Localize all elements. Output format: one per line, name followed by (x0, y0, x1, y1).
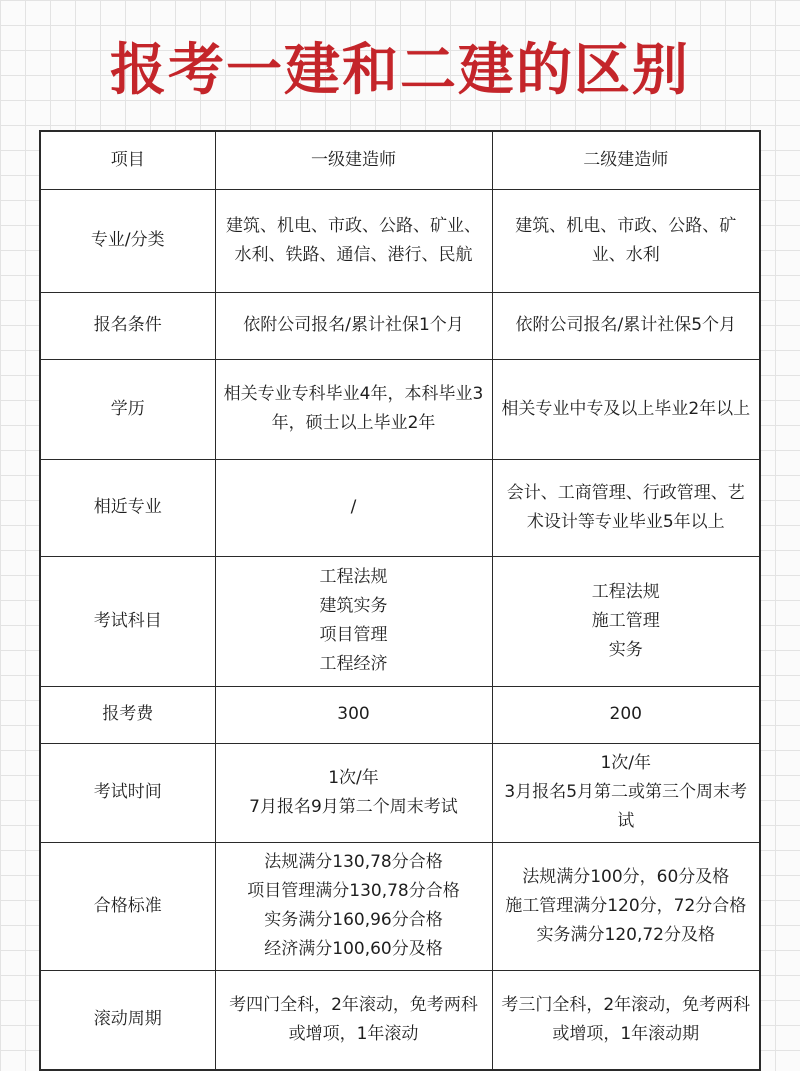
first-level-cell: 1次/年 7月报名9月第二个周末考试 (215, 743, 492, 842)
first-level-cell: / (215, 459, 492, 556)
second-level-cell: 相关专业中专及以上毕业2年以上 (492, 359, 760, 459)
row-label: 报名条件 (40, 292, 215, 359)
header-cell-first-level: 一级建造师 (215, 131, 492, 189)
first-level-cell: 依附公司报名/累计社保1个月 (215, 292, 492, 359)
first-level-cell: 法规满分130,78分合格 项目管理满分130,78分合格 实务满分160,96分合格 经济满分100,60分及格 (215, 842, 492, 970)
second-level-cell: 工程法规 施工管理 实务 (492, 556, 760, 686)
row-label: 学历 (40, 359, 215, 459)
first-level-cell: 工程法规 建筑实务 项目管理 工程经济 (215, 556, 492, 686)
second-level-cell: 法规满分100分，60分及格 施工管理满分120分，72分合格 实务满分120,72分及格 (492, 842, 760, 970)
table-row (40, 743, 760, 842)
table-header-row (40, 131, 760, 189)
comparison-table (39, 130, 761, 1071)
first-level-cell: 相关专业专科毕业4年，本科毕业3年，硕士以上毕业2年 (215, 359, 492, 459)
second-level-cell: 建筑、机电、市政、公路、矿业、水利 (492, 189, 760, 292)
second-level-cell: 会计、工商管理、行政管理、艺术设计等专业毕业5年以上 (492, 459, 760, 556)
row-label: 考试科目 (40, 556, 215, 686)
row-label: 报考费 (40, 686, 215, 743)
row-label: 相近专业 (40, 459, 215, 556)
table-row (40, 359, 760, 459)
table-row (40, 189, 760, 292)
row-label: 考试时间 (40, 743, 215, 842)
table-row (40, 556, 760, 686)
table-row (40, 459, 760, 556)
first-level-cell: 建筑、机电、市政、公路、矿业、水利、铁路、通信、港行、民航 (215, 189, 492, 292)
table-row (40, 292, 760, 359)
header-cell-second-level: 二级建造师 (492, 131, 760, 189)
row-label: 滚动周期 (40, 970, 215, 1070)
table-row (40, 970, 760, 1070)
row-label: 合格标准 (40, 842, 215, 970)
table-row (40, 686, 760, 743)
page-title: 报考一建和二建的区别 (110, 37, 690, 103)
second-level-cell: 考三门全科，2年滚动，免考两科或增项，1年滚动期 (492, 970, 760, 1070)
first-level-cell: 300 (215, 686, 492, 743)
second-level-cell: 依附公司报名/累计社保5个月 (492, 292, 760, 359)
first-level-cell: 考四门全科，2年滚动，免考两科或增项，1年滚动 (215, 970, 492, 1070)
second-level-cell: 1次/年 3月报名5月第二或第三个周末考试 (492, 743, 760, 842)
header-cell-item: 项目 (40, 131, 215, 189)
table-row (40, 842, 760, 970)
second-level-cell: 200 (492, 686, 760, 743)
row-label: 专业/分类 (40, 189, 215, 292)
